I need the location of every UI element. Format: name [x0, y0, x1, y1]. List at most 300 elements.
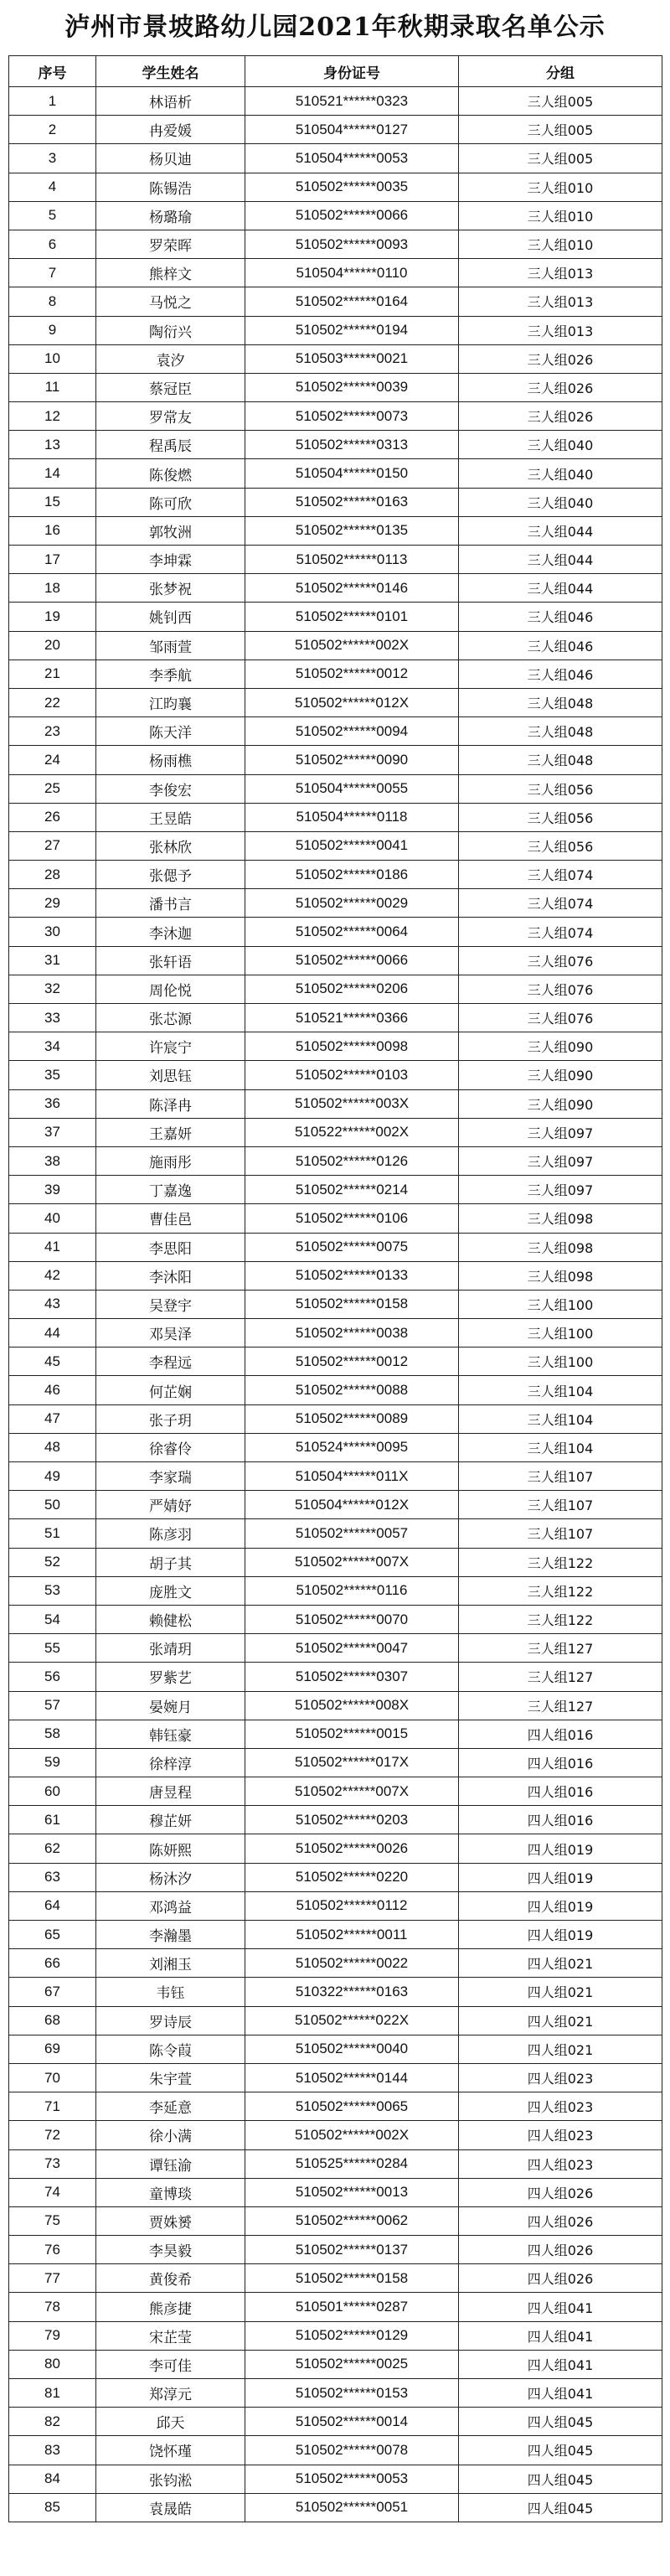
- serial-number-cell: 34: [9, 1032, 96, 1061]
- table-row: [9, 1404, 662, 1433]
- table-row: [9, 1863, 662, 1891]
- group-cell: 三人组122: [459, 1576, 662, 1605]
- id-number-cell: 510504******012X: [245, 1491, 459, 1519]
- serial-number-cell: 7: [9, 259, 96, 287]
- table-row: [9, 1004, 662, 1032]
- id-number-cell: 510502******0075: [245, 1233, 459, 1261]
- group-cell: 三人组044: [459, 546, 662, 574]
- table-row: [9, 1891, 662, 1920]
- serial-number-cell: 6: [9, 230, 96, 258]
- serial-number-cell: 44: [9, 1319, 96, 1347]
- table-row: [9, 546, 662, 574]
- student-name-cell: 冉爱媛: [96, 116, 245, 144]
- table-row: [9, 116, 662, 144]
- serial-number-cell: 66: [9, 1949, 96, 1978]
- serial-number-cell: 51: [9, 1519, 96, 1548]
- serial-number-cell: 31: [9, 946, 96, 975]
- header-group: 分组: [459, 56, 662, 87]
- serial-number-cell: 26: [9, 803, 96, 831]
- id-number-cell: 510504******0055: [245, 774, 459, 803]
- id-number-cell: 510503******0021: [245, 344, 459, 373]
- id-number-cell: 510502******0129: [245, 2321, 459, 2350]
- student-name-cell: 刘湘玉: [96, 1949, 245, 1978]
- serial-number-cell: 76: [9, 2236, 96, 2264]
- group-cell: 四人组016: [459, 1748, 662, 1777]
- student-name-cell: 饶怀瑾: [96, 2436, 245, 2465]
- table-row: [9, 746, 662, 774]
- serial-number-cell: 45: [9, 1347, 96, 1376]
- id-number-cell: 510502******0214: [245, 1176, 459, 1204]
- student-name-cell: 邓鸿益: [96, 1891, 245, 1920]
- id-number-cell: 510502******0053: [245, 2465, 459, 2493]
- group-cell: 四人组026: [459, 2206, 662, 2235]
- table-row: [9, 803, 662, 831]
- student-name-cell: 赖健松: [96, 1605, 245, 1633]
- student-name-cell: 江昀襄: [96, 688, 245, 716]
- serial-number-cell: 24: [9, 746, 96, 774]
- group-cell: 三人组056: [459, 774, 662, 803]
- group-cell: 四人组019: [459, 1863, 662, 1891]
- student-name-cell: 李可佳: [96, 2350, 245, 2378]
- table-row: [9, 259, 662, 287]
- serial-number-cell: 72: [9, 2121, 96, 2149]
- serial-number-cell: 22: [9, 688, 96, 716]
- id-number-cell: 510502******0015: [245, 1720, 459, 1748]
- table-row: [9, 1261, 662, 1290]
- id-number-cell: 510502******0113: [245, 546, 459, 574]
- table-row: [9, 230, 662, 258]
- id-number-cell: 510501******0287: [245, 2293, 459, 2321]
- table-row: [9, 2321, 662, 2350]
- student-name-cell: 张芯源: [96, 1004, 245, 1032]
- table-row: [9, 1290, 662, 1318]
- table-row: [9, 1634, 662, 1663]
- group-cell: 四人组016: [459, 1806, 662, 1834]
- id-number-cell: 510504******0110: [245, 259, 459, 287]
- group-cell: 三人组040: [459, 431, 662, 459]
- serial-number-cell: 43: [9, 1290, 96, 1318]
- id-number-cell: 510502******0062: [245, 2206, 459, 2235]
- group-cell: 三人组097: [459, 1118, 662, 1146]
- student-name-cell: 许宸宁: [96, 1032, 245, 1061]
- student-name-cell: 张偲予: [96, 861, 245, 889]
- table-row: [9, 2293, 662, 2321]
- table-row: [9, 87, 662, 116]
- serial-number-cell: 83: [9, 2436, 96, 2465]
- group-cell: 三人组074: [459, 861, 662, 889]
- table-row: [9, 1663, 662, 1691]
- id-number-cell: 510502******0126: [245, 1146, 459, 1175]
- table-row: [9, 373, 662, 401]
- serial-number-cell: 8: [9, 287, 96, 316]
- serial-number-cell: 75: [9, 2206, 96, 2235]
- table-row: [9, 1777, 662, 1806]
- serial-number-cell: 27: [9, 831, 96, 860]
- group-cell: 三人组076: [459, 975, 662, 1003]
- group-cell: 三人组074: [459, 918, 662, 946]
- student-name-cell: 罗常友: [96, 402, 245, 431]
- group-cell: 四人组016: [459, 1720, 662, 1748]
- student-name-cell: 陶衍兴: [96, 316, 245, 344]
- student-name-cell: 程禹辰: [96, 431, 245, 459]
- table-row: [9, 1118, 662, 1146]
- id-number-cell: 510502******0078: [245, 2436, 459, 2465]
- group-cell: 三人组098: [459, 1204, 662, 1233]
- id-number-cell: 510502******0088: [245, 1376, 459, 1404]
- table-row: [9, 2178, 662, 2206]
- table-row: [9, 316, 662, 344]
- student-name-cell: 杨贝迪: [96, 144, 245, 173]
- student-name-cell: 张轩语: [96, 946, 245, 975]
- id-number-cell: 510502******0073: [245, 402, 459, 431]
- table-row: [9, 459, 662, 488]
- table-row: [9, 1433, 662, 1461]
- student-name-cell: 谭钰渝: [96, 2149, 245, 2178]
- table-row: [9, 2350, 662, 2378]
- table-row: [9, 1978, 662, 2006]
- serial-number-cell: 59: [9, 1748, 96, 1777]
- student-name-cell: 林语析: [96, 87, 245, 116]
- student-name-cell: 周伦悦: [96, 975, 245, 1003]
- table-row: [9, 2493, 662, 2522]
- group-cell: 四人组019: [459, 1891, 662, 1920]
- group-cell: 三人组056: [459, 803, 662, 831]
- serial-number-cell: 17: [9, 546, 96, 574]
- student-name-cell: 李思阳: [96, 1233, 245, 1261]
- table-row: [9, 918, 662, 946]
- serial-number-cell: 60: [9, 1777, 96, 1806]
- group-cell: 三人组044: [459, 574, 662, 603]
- serial-number-cell: 73: [9, 2149, 96, 2178]
- student-name-cell: 陈俊燃: [96, 459, 245, 488]
- group-cell: 三人组040: [459, 459, 662, 488]
- id-number-cell: 510502******0038: [245, 1319, 459, 1347]
- student-name-cell: 李沐迦: [96, 918, 245, 946]
- group-cell: 三人组107: [459, 1462, 662, 1491]
- serial-number-cell: 21: [9, 660, 96, 688]
- id-number-cell: 510502******0186: [245, 861, 459, 889]
- table-row: [9, 1720, 662, 1748]
- serial-number-cell: 47: [9, 1404, 96, 1433]
- student-name-cell: 严婧妤: [96, 1491, 245, 1519]
- group-cell: 三人组122: [459, 1548, 662, 1576]
- table-row: [9, 1921, 662, 1949]
- serial-number-cell: 62: [9, 1834, 96, 1863]
- group-cell: 三人组100: [459, 1319, 662, 1347]
- serial-number-cell: 63: [9, 1863, 96, 1891]
- table-row: [9, 603, 662, 631]
- table-row: [9, 1605, 662, 1633]
- student-name-cell: 马悦之: [96, 287, 245, 316]
- serial-number-cell: 15: [9, 488, 96, 516]
- group-cell: 三人组107: [459, 1519, 662, 1548]
- serial-number-cell: 14: [9, 459, 96, 488]
- id-number-cell: 510502******0133: [245, 1261, 459, 1290]
- serial-number-cell: 84: [9, 2465, 96, 2493]
- id-number-cell: 510502******003X: [245, 1089, 459, 1118]
- id-number-cell: 510502******0116: [245, 1576, 459, 1605]
- table-row: [9, 2379, 662, 2408]
- id-number-cell: 510502******0112: [245, 1891, 459, 1920]
- serial-number-cell: 33: [9, 1004, 96, 1032]
- id-number-cell: 510502******007X: [245, 1548, 459, 1576]
- serial-number-cell: 42: [9, 1261, 96, 1290]
- student-name-cell: 李程远: [96, 1347, 245, 1376]
- group-cell: 四人组023: [459, 2063, 662, 2092]
- id-number-cell: 510502******0066: [245, 201, 459, 230]
- table-row: [9, 2436, 662, 2465]
- serial-number-cell: 64: [9, 1891, 96, 1920]
- serial-number-cell: 5: [9, 201, 96, 230]
- group-cell: 三人组048: [459, 746, 662, 774]
- group-cell: 三人组090: [459, 1089, 662, 1118]
- student-name-cell: 韩钰豪: [96, 1720, 245, 1748]
- table-row: [9, 1806, 662, 1834]
- serial-number-cell: 18: [9, 574, 96, 603]
- id-number-cell: 510502******0089: [245, 1404, 459, 1433]
- student-name-cell: 陈令葭: [96, 2035, 245, 2063]
- group-cell: 三人组090: [459, 1032, 662, 1061]
- student-name-cell: 吴登宇: [96, 1290, 245, 1318]
- table-row: [9, 287, 662, 316]
- table-row: [9, 2092, 662, 2121]
- group-cell: 三人组026: [459, 373, 662, 401]
- table-row: [9, 631, 662, 660]
- page-title: 泸州市景坡路幼儿园2021年秋期录取名单公示: [64, 13, 606, 42]
- group-cell: 四人组045: [459, 2465, 662, 2493]
- serial-number-cell: 25: [9, 774, 96, 803]
- group-cell: 四人组019: [459, 1921, 662, 1949]
- student-name-cell: 罗紫艺: [96, 1663, 245, 1691]
- student-name-cell: 杨沐汐: [96, 1863, 245, 1891]
- group-cell: 三人组048: [459, 688, 662, 716]
- group-cell: 四人组021: [459, 1949, 662, 1978]
- student-name-cell: 邓昊泽: [96, 1319, 245, 1347]
- student-name-cell: 张子玥: [96, 1404, 245, 1433]
- table-row: [9, 1176, 662, 1204]
- student-name-cell: 陈可欣: [96, 488, 245, 516]
- id-number-cell: 510502******0090: [245, 746, 459, 774]
- id-number-cell: 510502******012X: [245, 688, 459, 716]
- serial-number-cell: 52: [9, 1548, 96, 1576]
- id-number-cell: 510502******0035: [245, 173, 459, 201]
- table-row: [9, 717, 662, 746]
- group-cell: 三人组076: [459, 946, 662, 975]
- student-name-cell: 施雨彤: [96, 1146, 245, 1175]
- id-number-cell: 510502******0025: [245, 2350, 459, 2378]
- group-cell: 三人组098: [459, 1261, 662, 1290]
- student-name-cell: 李俊宏: [96, 774, 245, 803]
- serial-number-cell: 81: [9, 2379, 96, 2408]
- table-row: [9, 1491, 662, 1519]
- id-number-cell: 510525******0284: [245, 2149, 459, 2178]
- serial-number-cell: 65: [9, 1921, 96, 1949]
- table-row: [9, 574, 662, 603]
- serial-number-cell: 78: [9, 2293, 96, 2321]
- table-row: [9, 144, 662, 173]
- student-name-cell: 刘思钰: [96, 1061, 245, 1089]
- group-cell: 三人组076: [459, 1004, 662, 1032]
- table-row: [9, 1061, 662, 1089]
- student-name-cell: 李昊毅: [96, 2236, 245, 2264]
- group-cell: 三人组026: [459, 344, 662, 373]
- group-cell: 三人组005: [459, 87, 662, 116]
- table-row: [9, 2063, 662, 2092]
- id-number-cell: 510502******0066: [245, 946, 459, 975]
- id-number-cell: 510504******0127: [245, 116, 459, 144]
- table-row: [9, 2035, 662, 2063]
- id-number-cell: 510322******0163: [245, 1978, 459, 2006]
- student-name-cell: 李季航: [96, 660, 245, 688]
- id-number-cell: 510502******0106: [245, 1204, 459, 1233]
- group-cell: 三人组090: [459, 1061, 662, 1089]
- table-row: [9, 1233, 662, 1261]
- student-name-cell: 韦钰: [96, 1978, 245, 2006]
- table-row: [9, 1347, 662, 1376]
- table-row: [9, 2408, 662, 2436]
- table-row: [9, 402, 662, 431]
- id-number-cell: 510502******0137: [245, 2236, 459, 2264]
- serial-number-cell: 50: [9, 1491, 96, 1519]
- student-name-cell: 黄俊希: [96, 2264, 245, 2293]
- group-cell: 四人组023: [459, 2092, 662, 2121]
- student-name-cell: 曹佳邑: [96, 1204, 245, 1233]
- student-name-cell: 张梦祝: [96, 574, 245, 603]
- student-name-cell: 李家瑞: [96, 1462, 245, 1491]
- student-name-cell: 徐睿伶: [96, 1433, 245, 1461]
- id-number-cell: 510502******0101: [245, 603, 459, 631]
- table-row: [9, 1576, 662, 1605]
- table-row: [9, 344, 662, 373]
- id-number-cell: 510502******007X: [245, 1777, 459, 1806]
- serial-number-cell: 32: [9, 975, 96, 1003]
- group-cell: 三人组010: [459, 173, 662, 201]
- table-row: [9, 431, 662, 459]
- id-number-cell: 510502******0158: [245, 2264, 459, 2293]
- student-name-cell: 熊梓文: [96, 259, 245, 287]
- group-cell: 三人组104: [459, 1404, 662, 1433]
- serial-number-cell: 1: [9, 87, 96, 116]
- id-number-cell: 510502******022X: [245, 2006, 459, 2035]
- id-number-cell: 510502******0307: [245, 1663, 459, 1691]
- table-row: [9, 1089, 662, 1118]
- student-name-cell: 庞胜文: [96, 1576, 245, 1605]
- table-row: [9, 2149, 662, 2178]
- student-name-cell: 王嘉妍: [96, 1118, 245, 1146]
- id-number-cell: 510502******0103: [245, 1061, 459, 1089]
- id-number-cell: 510502******0013: [245, 2178, 459, 2206]
- group-cell: 三人组098: [459, 1233, 662, 1261]
- student-name-cell: 郑淳元: [96, 2379, 245, 2408]
- student-name-cell: 李瀚墨: [96, 1921, 245, 1949]
- group-cell: 三人组056: [459, 831, 662, 860]
- table-row: [9, 688, 662, 716]
- serial-number-cell: 68: [9, 2006, 96, 2035]
- id-number-cell: 510502******008X: [245, 1691, 459, 1720]
- header-serial-number: 序号: [9, 56, 96, 87]
- student-name-cell: 袁晟皓: [96, 2493, 245, 2522]
- id-number-cell: 510502******0146: [245, 574, 459, 603]
- serial-number-cell: 36: [9, 1089, 96, 1118]
- id-number-cell: 510502******0029: [245, 889, 459, 918]
- serial-number-cell: 61: [9, 1806, 96, 1834]
- group-cell: 三人组107: [459, 1491, 662, 1519]
- student-name-cell: 朱宇萱: [96, 2063, 245, 2092]
- serial-number-cell: 28: [9, 861, 96, 889]
- serial-number-cell: 70: [9, 2063, 96, 2092]
- serial-number-cell: 10: [9, 344, 96, 373]
- student-name-cell: 蔡冠臣: [96, 373, 245, 401]
- serial-number-cell: 82: [9, 2408, 96, 2436]
- table-row: [9, 975, 662, 1003]
- group-cell: 四人组045: [459, 2493, 662, 2522]
- serial-number-cell: 16: [9, 516, 96, 545]
- student-name-cell: 徐梓淳: [96, 1748, 245, 1777]
- table-row: [9, 774, 662, 803]
- table-row: [9, 2236, 662, 2264]
- id-number-cell: 510502******017X: [245, 1748, 459, 1777]
- serial-number-cell: 55: [9, 1634, 96, 1663]
- table-row: [9, 1146, 662, 1175]
- group-cell: 三人组104: [459, 1433, 662, 1461]
- serial-number-cell: 23: [9, 717, 96, 746]
- group-cell: 三人组127: [459, 1634, 662, 1663]
- id-number-cell: 510502******002X: [245, 631, 459, 660]
- serial-number-cell: 38: [9, 1146, 96, 1175]
- id-number-cell: 510502******0026: [245, 1834, 459, 1863]
- table-row: [9, 1032, 662, 1061]
- serial-number-cell: 56: [9, 1663, 96, 1691]
- id-number-cell: 510502******0057: [245, 1519, 459, 1548]
- table-row: [9, 1204, 662, 1233]
- table-body: [9, 87, 662, 2522]
- id-number-cell: 510502******0194: [245, 316, 459, 344]
- serial-number-cell: 77: [9, 2264, 96, 2293]
- group-cell: 三人组005: [459, 144, 662, 173]
- group-cell: 三人组100: [459, 1290, 662, 1318]
- serial-number-cell: 11: [9, 373, 96, 401]
- id-number-cell: 510502******0094: [245, 717, 459, 746]
- student-name-cell: 杨雨樵: [96, 746, 245, 774]
- table-row: [9, 1691, 662, 1720]
- id-number-cell: 510504******0150: [245, 459, 459, 488]
- id-number-cell: 510502******0040: [245, 2035, 459, 2063]
- group-cell: 三人组013: [459, 316, 662, 344]
- student-name-cell: 邹雨萱: [96, 631, 245, 660]
- student-name-cell: 李坤霖: [96, 546, 245, 574]
- group-cell: 三人组010: [459, 230, 662, 258]
- id-number-cell: 510502******0158: [245, 1290, 459, 1318]
- id-number-cell: 510502******0065: [245, 2092, 459, 2121]
- id-number-cell: 510521******0366: [245, 1004, 459, 1032]
- group-cell: 三人组046: [459, 603, 662, 631]
- id-number-cell: 510502******0047: [245, 1634, 459, 1663]
- student-name-cell: 郭牧洲: [96, 516, 245, 545]
- group-cell: 四人组041: [459, 2293, 662, 2321]
- id-number-cell: 510502******0064: [245, 918, 459, 946]
- id-number-cell: 510522******002X: [245, 1118, 459, 1146]
- table-row: [9, 201, 662, 230]
- serial-number-cell: 58: [9, 1720, 96, 1748]
- student-name-cell: 胡子其: [96, 1548, 245, 1576]
- id-number-cell: 510502******0012: [245, 1347, 459, 1376]
- serial-number-cell: 12: [9, 402, 96, 431]
- serial-number-cell: 13: [9, 431, 96, 459]
- group-cell: 四人组019: [459, 1834, 662, 1863]
- table-row: [9, 2006, 662, 2035]
- student-name-cell: 张林欣: [96, 831, 245, 860]
- id-number-cell: 510502******0041: [245, 831, 459, 860]
